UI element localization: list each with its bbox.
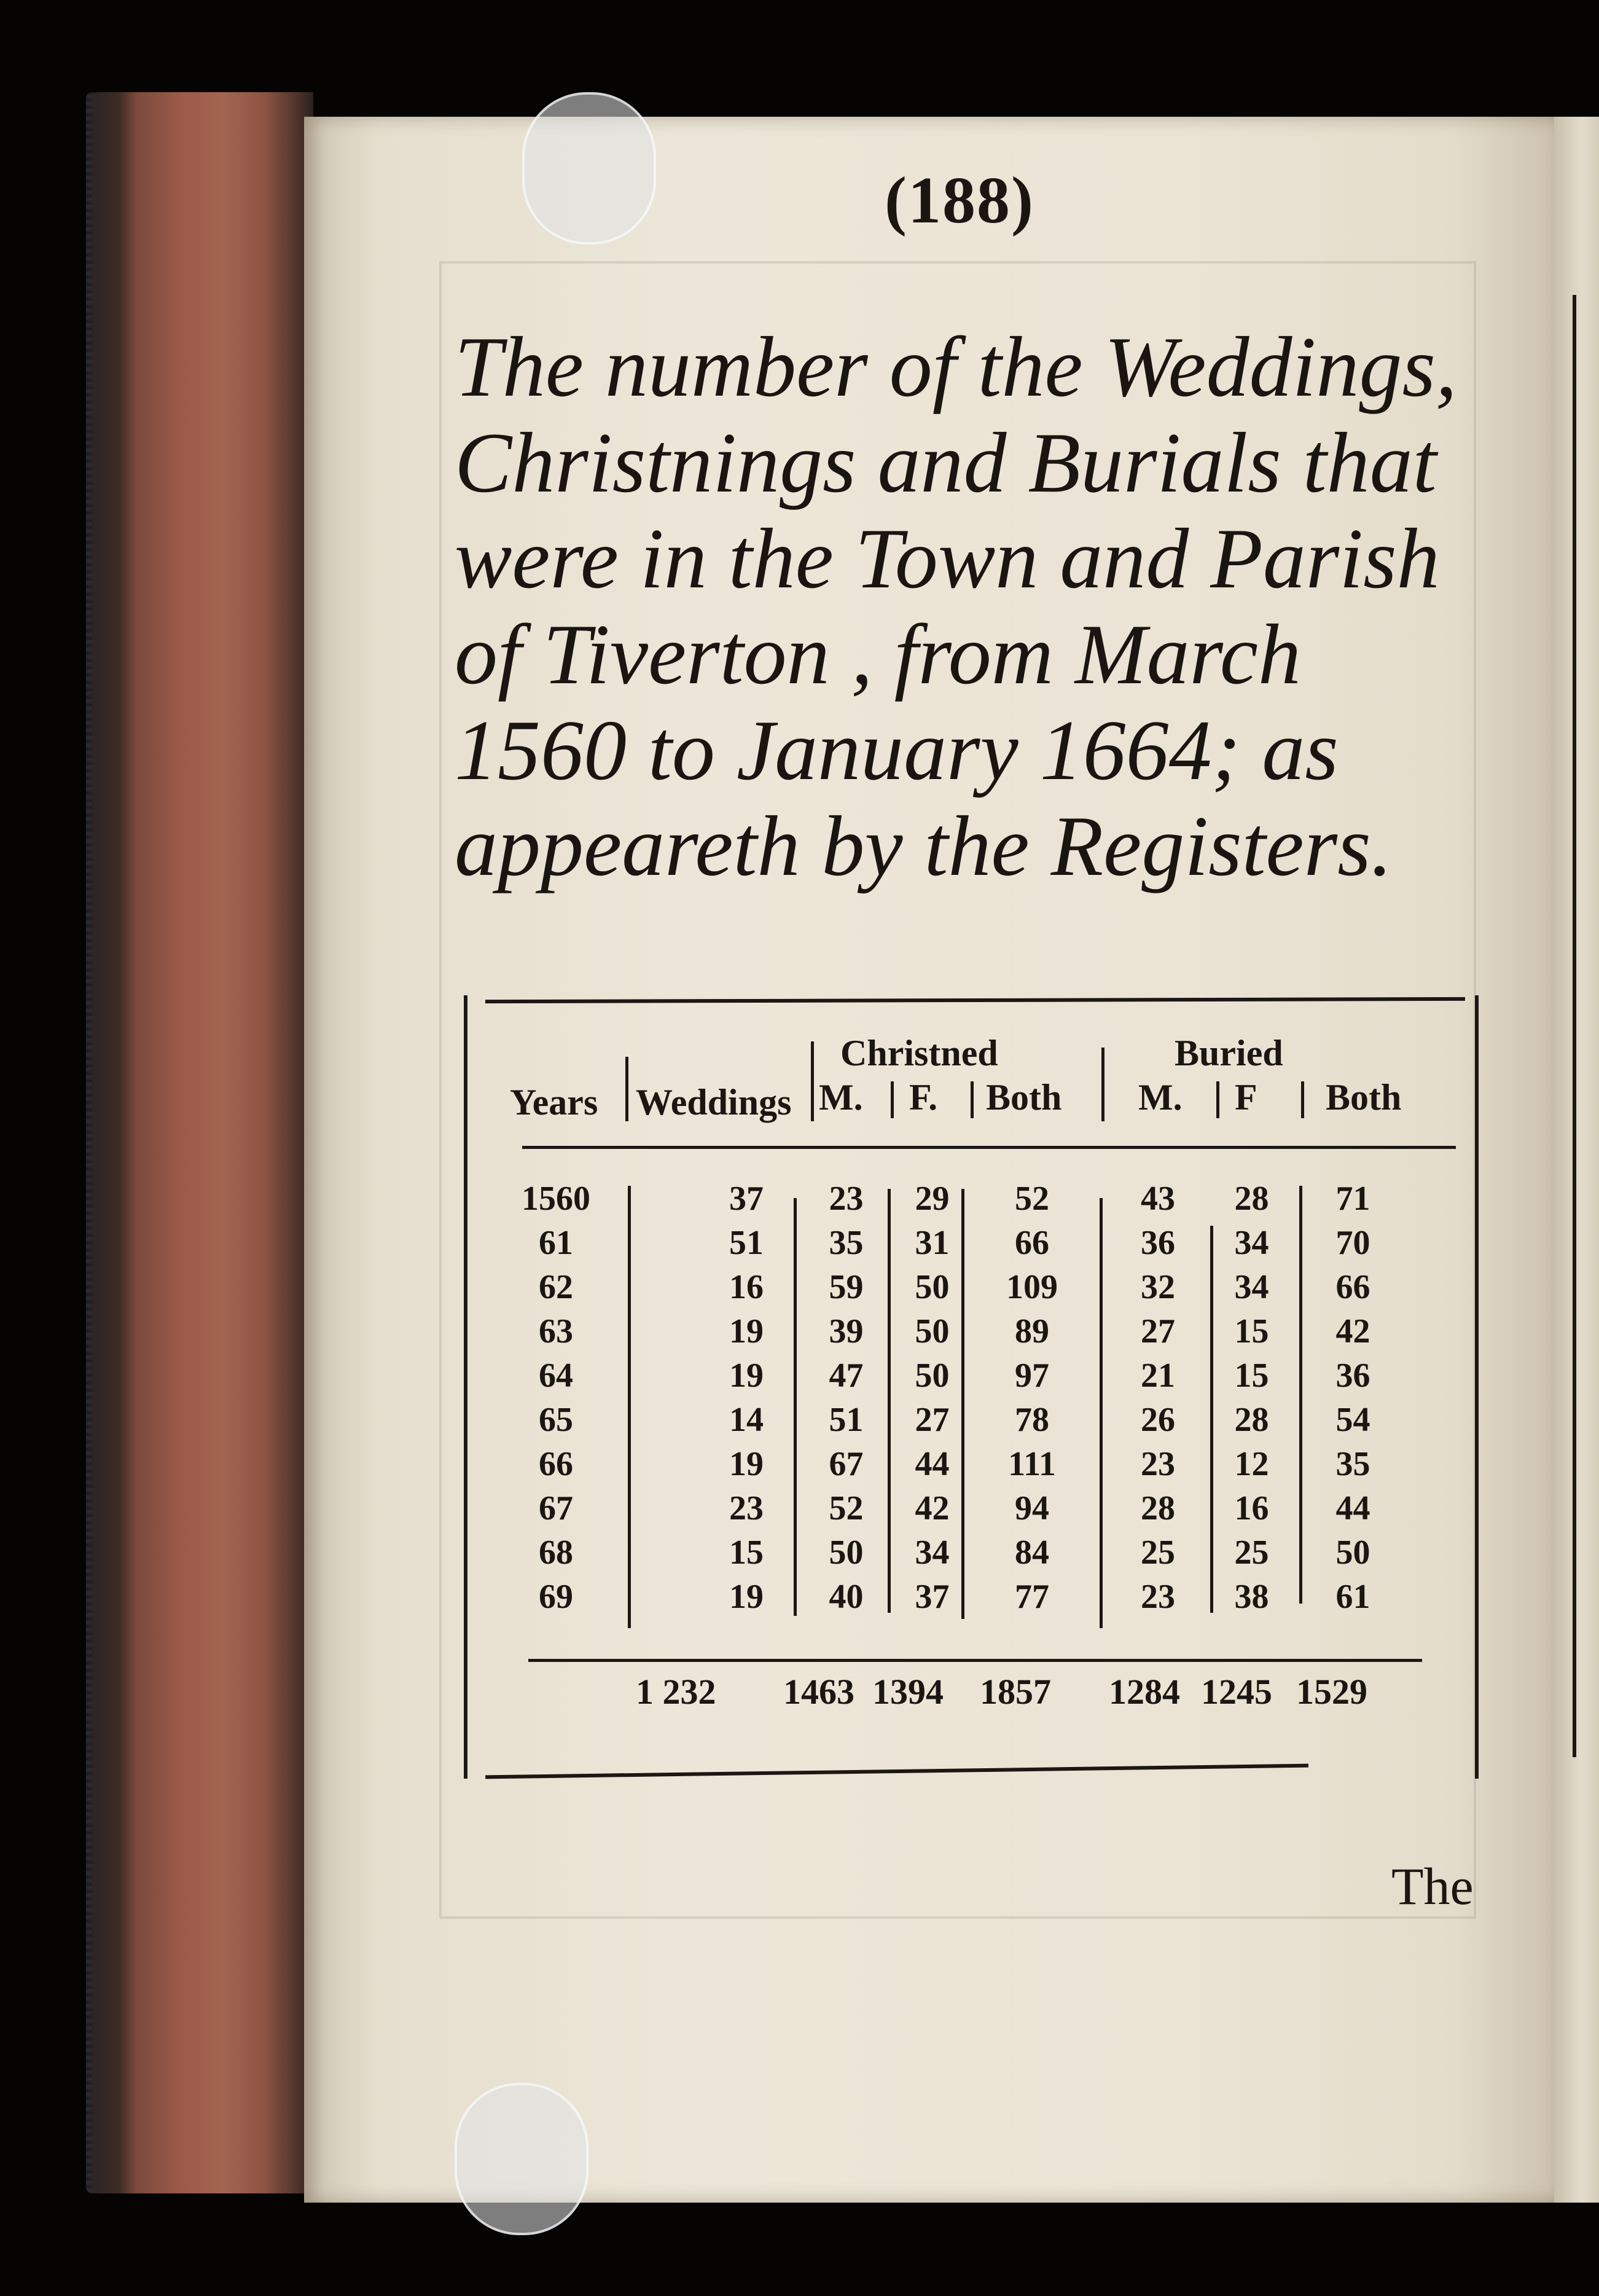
- cell-christned-both: 94: [1015, 1489, 1049, 1527]
- cell-christned-m: 35: [829, 1224, 864, 1262]
- total-buried-both: 1529: [1296, 1672, 1367, 1712]
- total-christned-m: 1463: [783, 1672, 854, 1712]
- cell-buried-m: 28: [1141, 1489, 1175, 1527]
- cell-weddings: 19: [729, 1578, 764, 1616]
- cell-christned-f: 50: [915, 1268, 950, 1306]
- cell-year: 63: [539, 1312, 573, 1350]
- cell-buried-m: 23: [1141, 1445, 1175, 1483]
- header-buried-m: M.: [1138, 1077, 1183, 1118]
- cell-year: 68: [539, 1534, 573, 1572]
- header-christned-m: M.: [819, 1077, 863, 1118]
- cell-buried-both: 36: [1335, 1357, 1370, 1395]
- column-divider: [1299, 1186, 1302, 1604]
- cell-christned-both: 111: [1008, 1445, 1056, 1483]
- header-buried-f: F: [1235, 1077, 1257, 1118]
- cell-christned-both: 84: [1015, 1534, 1049, 1572]
- cell-buried-both: 54: [1335, 1401, 1370, 1439]
- total-buried-f: 1245: [1201, 1672, 1272, 1712]
- cell-buried-f: 25: [1234, 1534, 1269, 1572]
- cell-year: 69: [539, 1578, 573, 1616]
- cell-buried-both: 71: [1335, 1180, 1370, 1218]
- cell-year: 61: [539, 1224, 573, 1262]
- header-buried: Buried: [1175, 1033, 1283, 1073]
- column-divider: [888, 1189, 891, 1613]
- cell-buried-both: 66: [1335, 1268, 1370, 1306]
- cell-christned-m: 23: [829, 1180, 864, 1218]
- cell-weddings: 14: [729, 1401, 764, 1439]
- cell-christned-m: 59: [829, 1268, 864, 1306]
- cell-buried-m: 36: [1141, 1224, 1175, 1262]
- column-buried-both: [1312, 1177, 1394, 1619]
- cell-christned-f: 27: [915, 1401, 950, 1439]
- cell-weddings: 23: [729, 1489, 764, 1527]
- cell-christned-both: 89: [1015, 1312, 1049, 1350]
- cell-christned-f: 42: [915, 1489, 950, 1527]
- cell-christned-f: 29: [915, 1180, 950, 1218]
- header-divider: [625, 1057, 628, 1121]
- page-title: [455, 319, 1474, 895]
- cell-christned-both: 97: [1015, 1357, 1049, 1395]
- facing-page-edge: [1554, 117, 1599, 2203]
- cell-buried-f: 12: [1234, 1445, 1269, 1483]
- table-sum-rule: [528, 1659, 1422, 1662]
- total-christned-f: 1394: [872, 1672, 944, 1712]
- header-divider: [1301, 1081, 1304, 1118]
- total-buried-m: 1284: [1109, 1672, 1180, 1712]
- cell-year: 65: [539, 1401, 573, 1439]
- cell-buried-f: 15: [1234, 1357, 1269, 1395]
- cell-christned-both: 66: [1015, 1224, 1049, 1262]
- column-christned-m: [808, 1177, 885, 1619]
- cell-buried-both: 35: [1335, 1445, 1370, 1483]
- page-block-edge: [92, 92, 313, 2193]
- title-line: 1560 to January 1664; as: [455, 703, 1339, 798]
- cell-christned-both: 78: [1015, 1401, 1049, 1439]
- header-divider: [811, 1041, 814, 1121]
- header-christned-f: F.: [909, 1077, 938, 1118]
- header-divider: [971, 1081, 974, 1118]
- cell-christned-m: 67: [829, 1445, 864, 1483]
- cell-christned-f: 50: [915, 1357, 950, 1395]
- column-christned-both: [983, 1177, 1081, 1619]
- top-page-clip: [522, 92, 656, 245]
- header-divider: [1101, 1048, 1104, 1121]
- column-buried-f: [1213, 1177, 1290, 1619]
- title-line: of Tiverton , from March: [455, 607, 1301, 702]
- cell-buried-both: 70: [1335, 1224, 1370, 1262]
- cell-buried-both: 61: [1335, 1578, 1370, 1616]
- cell-buried-f: 34: [1234, 1224, 1269, 1262]
- cell-year: 64: [539, 1357, 573, 1395]
- cell-weddings: 16: [729, 1268, 764, 1306]
- cell-christned-both: 52: [1015, 1180, 1049, 1218]
- cell-buried-both: 42: [1335, 1312, 1370, 1350]
- cell-christned-f: 50: [915, 1312, 950, 1350]
- cell-year: 66: [539, 1445, 573, 1483]
- cell-buried-m: 27: [1141, 1312, 1175, 1350]
- column-christned-f: [894, 1177, 971, 1619]
- header-divider: [1216, 1081, 1219, 1118]
- total-weddings: 1 232: [636, 1672, 716, 1712]
- cell-christned-m: 52: [829, 1489, 864, 1527]
- column-divider: [794, 1198, 797, 1616]
- table-header-rule: [522, 1146, 1456, 1149]
- page-number: (188): [885, 164, 1034, 237]
- column-weddings: [706, 1177, 786, 1619]
- cell-christned-m: 47: [829, 1357, 864, 1395]
- title-line: appeareth by the Registers.: [455, 799, 1393, 894]
- total-christned-both: 1857: [980, 1672, 1051, 1712]
- cell-christned-f: 37: [915, 1578, 950, 1616]
- cell-year: 67: [539, 1489, 573, 1527]
- cell-buried-m: 32: [1141, 1268, 1175, 1306]
- cell-weddings: 19: [729, 1357, 764, 1395]
- column-years: [504, 1177, 608, 1619]
- header-weddings: Weddings: [636, 1082, 792, 1123]
- header-christned: Christned: [840, 1033, 998, 1073]
- cell-buried-f: 38: [1234, 1578, 1269, 1616]
- cell-buried-m: 43: [1141, 1180, 1175, 1218]
- catchword: The: [1391, 1857, 1474, 1916]
- cell-buried-m: 26: [1141, 1401, 1175, 1439]
- cell-year: 62: [539, 1268, 573, 1306]
- cell-christned-f: 44: [915, 1445, 950, 1483]
- title-line: The number of the Weddings,: [455, 319, 1457, 415]
- cell-christned-m: 50: [829, 1534, 864, 1572]
- header-christned-both: Both: [986, 1077, 1062, 1118]
- cell-christned-m: 51: [829, 1401, 864, 1439]
- cell-buried-m: 23: [1141, 1578, 1175, 1616]
- cell-buried-both: 50: [1335, 1534, 1370, 1572]
- cell-weddings: 15: [729, 1534, 764, 1572]
- header-divider: [891, 1081, 894, 1118]
- cell-weddings: 51: [729, 1224, 764, 1262]
- cell-christned-m: 40: [829, 1578, 864, 1616]
- header-buried-both: Both: [1326, 1077, 1402, 1118]
- cell-buried-f: 28: [1234, 1180, 1269, 1218]
- title-line: were in the Town and Parish: [455, 511, 1440, 606]
- facing-page-rule: [1573, 295, 1576, 1757]
- column-divider: [628, 1186, 631, 1628]
- cell-christned-both: 77: [1015, 1578, 1049, 1616]
- cell-year: 1560: [522, 1180, 590, 1218]
- cell-christned-both: 109: [1006, 1268, 1058, 1306]
- header-years: Years: [510, 1082, 598, 1123]
- cell-buried-f: 16: [1234, 1489, 1269, 1527]
- title-line: Christnings and Burials that: [455, 415, 1437, 511]
- cell-weddings: 19: [729, 1445, 764, 1483]
- cell-buried-f: 34: [1234, 1268, 1269, 1306]
- cell-christned-f: 31: [915, 1224, 950, 1262]
- cell-buried-both: 44: [1335, 1489, 1370, 1527]
- cell-buried-f: 15: [1234, 1312, 1269, 1350]
- cell-christned-m: 39: [829, 1312, 864, 1350]
- column-divider: [1100, 1198, 1103, 1628]
- cell-christned-f: 34: [915, 1534, 950, 1572]
- cell-buried-f: 28: [1234, 1401, 1269, 1439]
- cell-weddings: 19: [729, 1312, 764, 1350]
- cell-buried-m: 25: [1141, 1534, 1175, 1572]
- bottom-page-clip: [455, 2083, 588, 2235]
- cell-weddings: 37: [729, 1180, 764, 1218]
- column-buried-m: [1118, 1177, 1198, 1619]
- cell-buried-m: 21: [1141, 1357, 1175, 1395]
